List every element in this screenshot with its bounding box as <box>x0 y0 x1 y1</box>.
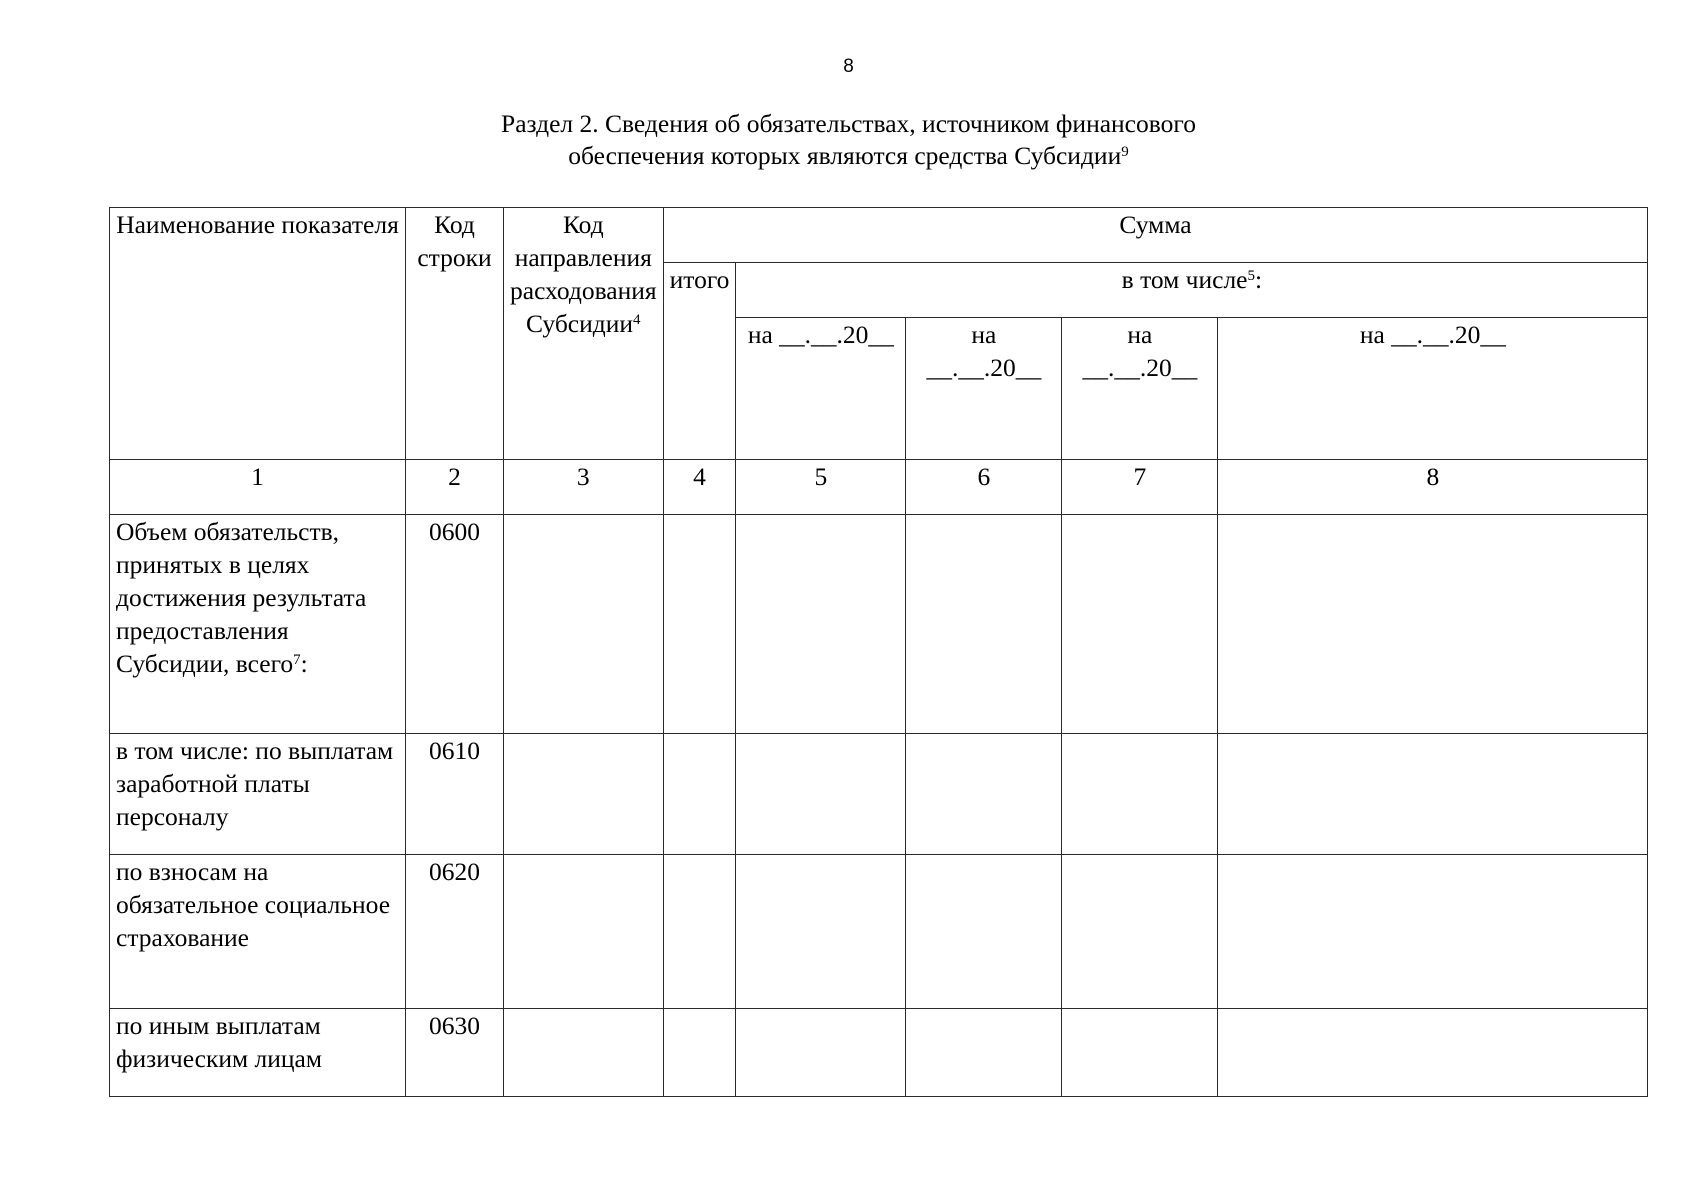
input-cell[interactable] <box>663 1009 736 1097</box>
row-label: в том числе: по выплатам заработной платы персоналу <box>110 734 406 855</box>
header-including-text: в том числе <box>1121 265 1248 294</box>
input-cell[interactable] <box>736 855 906 1009</box>
section-title-line1: Раздел 2. Сведения об обязательствах, источником финансового <box>501 109 1196 138</box>
input-cell[interactable] <box>504 1009 664 1097</box>
input-cell[interactable] <box>1218 1009 1648 1097</box>
row-code: 0610 <box>406 734 504 855</box>
header-direction-code-text: Код направления расходования Субсидии <box>510 210 657 338</box>
row-label-text: Объем обязательств, принятых в целях достижения результата предоставления Субсидии, всего <box>116 517 367 678</box>
row-label-suffix: : <box>300 649 308 678</box>
header-sum: Сумма <box>663 208 1648 263</box>
section-title <box>0 108 1697 172</box>
header-row-code: Код строки <box>406 208 504 460</box>
header-date-col-5: на __.__.20__ <box>736 318 906 460</box>
input-cell[interactable] <box>1218 515 1648 734</box>
header-total: итого <box>663 263 736 460</box>
footnote-ref-7: 7 <box>293 651 301 668</box>
input-cell[interactable] <box>906 734 1062 855</box>
section-title-line2 <box>0 140 1697 172</box>
row-label: по взносам на обязательное социальное страхование <box>110 855 406 1009</box>
input-cell[interactable] <box>906 855 1062 1009</box>
header-including-suffix: : <box>1255 265 1263 294</box>
section-title-line2-text: обеспечения которых являются средства Субсидии <box>568 141 1122 170</box>
column-number: 3 <box>504 460 664 515</box>
header-direction-code <box>504 208 664 460</box>
input-cell[interactable] <box>906 1009 1062 1097</box>
header-including <box>736 263 1648 318</box>
column-number: 1 <box>110 460 406 515</box>
row-code: 0620 <box>406 855 504 1009</box>
table-row <box>110 855 1648 1009</box>
row-code: 0630 <box>406 1009 504 1097</box>
input-cell[interactable] <box>504 855 664 1009</box>
input-cell[interactable] <box>504 734 664 855</box>
input-cell[interactable] <box>663 855 736 1009</box>
footnote-ref-4: 4 <box>633 311 641 328</box>
header-date-col-6: на __.__.20__ <box>906 318 1062 460</box>
table-row <box>110 1009 1648 1097</box>
column-number: 6 <box>906 460 1062 515</box>
input-cell[interactable] <box>1062 1009 1218 1097</box>
row-code: 0600 <box>406 515 504 734</box>
input-cell[interactable] <box>1062 515 1218 734</box>
input-cell[interactable] <box>736 1009 906 1097</box>
input-cell[interactable] <box>663 734 736 855</box>
table-row <box>110 515 1648 734</box>
input-cell[interactable] <box>906 515 1062 734</box>
input-cell[interactable] <box>663 515 736 734</box>
header-indicator-name: Наименование показателя <box>110 208 406 460</box>
input-cell[interactable] <box>1062 855 1218 1009</box>
header-date-col-8: на __.__.20__ <box>1218 318 1648 460</box>
column-number: 7 <box>1062 460 1218 515</box>
column-number: 8 <box>1218 460 1648 515</box>
obligations-table <box>109 207 1648 1097</box>
column-number: 2 <box>406 460 504 515</box>
column-number: 5 <box>736 460 906 515</box>
input-cell[interactable] <box>504 515 664 734</box>
input-cell[interactable] <box>1062 734 1218 855</box>
table-row <box>110 734 1648 855</box>
footnote-ref-5: 5 <box>1247 267 1256 284</box>
input-cell[interactable] <box>1218 855 1648 1009</box>
column-number: 4 <box>663 460 736 515</box>
row-label: по иным выплатам физическим лицам <box>110 1009 406 1097</box>
row-label <box>110 515 406 734</box>
footnote-ref-9: 9 <box>1121 143 1129 160</box>
page-number: 8 <box>843 56 854 77</box>
header-date-col-7: на __.__.20__ <box>1062 318 1218 460</box>
input-cell[interactable] <box>1218 734 1648 855</box>
input-cell[interactable] <box>736 515 906 734</box>
input-cell[interactable] <box>736 734 906 855</box>
